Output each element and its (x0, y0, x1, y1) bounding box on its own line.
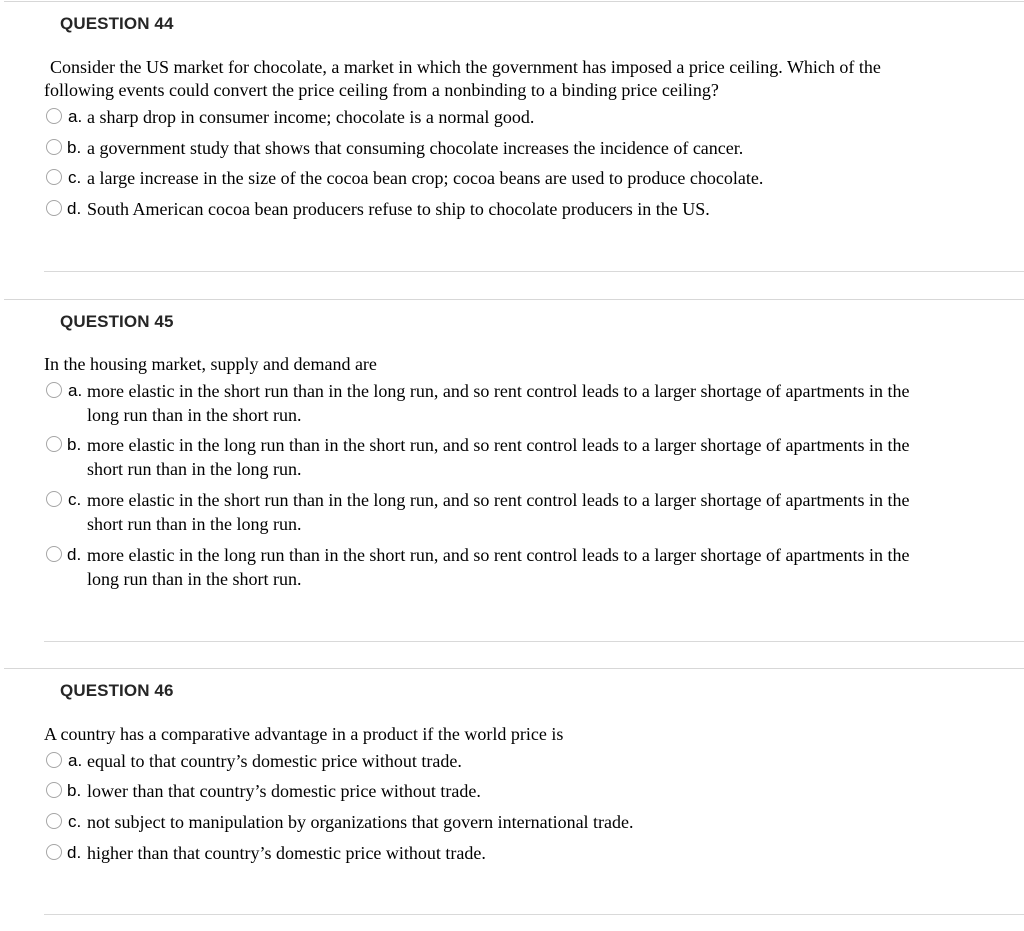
option-letter: c. (68, 812, 82, 831)
option-letter: a. (68, 751, 83, 770)
radio-button[interactable] (46, 844, 62, 860)
radio-button[interactable] (46, 200, 62, 216)
option-text-line-2: short run than in the long run. (87, 459, 302, 479)
option-text: not subject to manipulation by organizations that govern international trade. (87, 812, 634, 832)
option-text: a large increase in the size of the cocoa bean crop; cocoa beans are used to produce chocolate. (87, 168, 764, 188)
option-text: lower than that country’s domestic price without trade. (87, 781, 481, 801)
radio-button[interactable] (46, 813, 62, 829)
option-text-line-2: long run than in the short run. (87, 569, 302, 589)
option-letter: b. (67, 138, 82, 157)
option-letter: b. (67, 781, 82, 800)
question-header (4, 668, 1024, 715)
question-title: QUESTION 44 (60, 14, 174, 33)
question-header (4, 299, 1024, 346)
option-letter: d. (67, 843, 82, 862)
option-text: higher than that country’s domestic price without trade. (87, 843, 486, 863)
option-letter: b. (67, 435, 82, 454)
option-text-line-1: more elastic in the short run than in the long run, and so rent control leads to a larger shortage of apartments in the (87, 381, 910, 401)
option-text-line-1: more elastic in the short run than in the long run, and so rent control leads to a larger shortage of apartments in the (87, 490, 910, 510)
option-letter: a. (68, 107, 83, 126)
question-title: QUESTION 45 (60, 312, 174, 331)
section-divider (44, 271, 1024, 272)
option-letter: a. (68, 381, 83, 400)
radio-button[interactable] (46, 546, 62, 562)
section-divider (44, 914, 1024, 915)
question-title: QUESTION 46 (60, 681, 174, 700)
option-letter: d. (67, 199, 82, 218)
radio-button[interactable] (46, 436, 62, 452)
radio-button[interactable] (46, 491, 62, 507)
radio-button[interactable] (46, 382, 62, 398)
option-text-line-1: more elastic in the long run than in the short run, and so rent control leads to a larger shortage of apartments in the (87, 435, 910, 455)
radio-button[interactable] (46, 782, 62, 798)
option-text: a sharp drop in consumer income; chocolate is a normal good. (87, 107, 535, 127)
option-text-line-2: long run than in the short run. (87, 405, 302, 425)
radio-button[interactable] (46, 108, 62, 124)
section-divider (44, 641, 1024, 642)
option-text-line-2: short run than in the long run. (87, 514, 302, 534)
radio-button[interactable] (46, 139, 62, 155)
question-stem-line-1: Consider the US market for chocolate, a market in which the government has imposed a price ceiling. Which of the (50, 57, 881, 77)
option-text: a government study that shows that consuming chocolate increases the incidence of cancer. (87, 138, 744, 158)
question-stem-line-1: In the housing market, supply and demand are (44, 354, 377, 374)
option-letter: c. (68, 490, 82, 509)
option-letter: d. (67, 545, 82, 564)
radio-button[interactable] (46, 752, 62, 768)
question-stem-line-2: following events could convert the price ceiling from a nonbinding to a binding price ceiling? (44, 80, 719, 100)
option-text-line-1: more elastic in the long run than in the short run, and so rent control leads to a larger shortage of apartments in the (87, 545, 910, 565)
option-text: South American cocoa bean producers refuse to ship to chocolate producers in the US. (87, 199, 710, 219)
option-letter: c. (68, 168, 82, 187)
radio-button[interactable] (46, 169, 62, 185)
option-text: equal to that country’s domestic price without trade. (87, 751, 462, 771)
question-stem-line-1: A country has a comparative advantage in a product if the world price is (44, 724, 564, 744)
question-header (4, 1, 1024, 48)
